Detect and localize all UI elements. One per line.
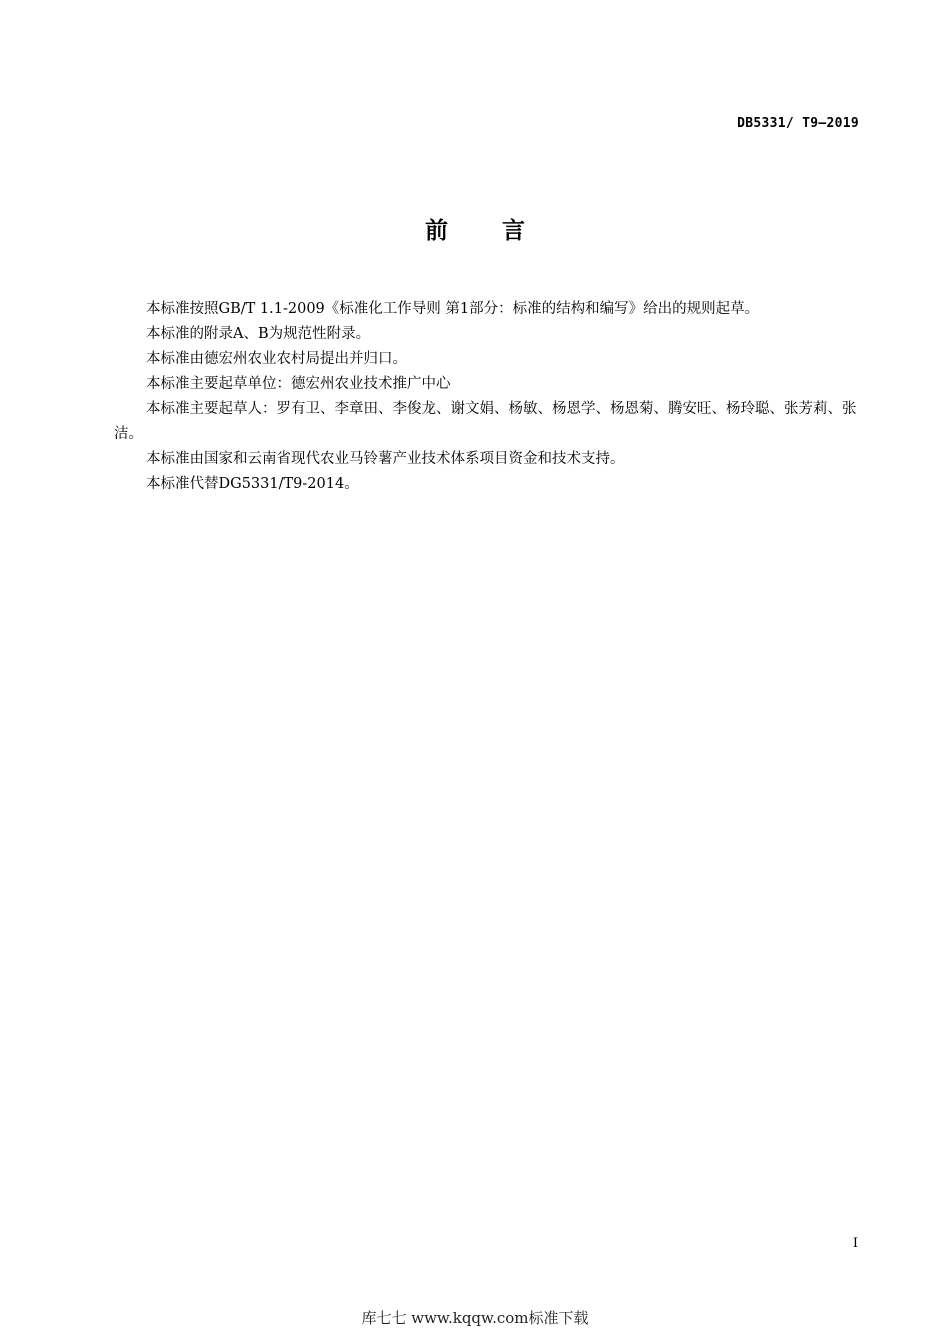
paragraph-funding: 本标准由国家和云南省现代农业马铃薯产业技术体系项目资金和技术支持。	[146, 451, 625, 467]
paragraph-replaces: 本标准代替DG5331/T9-2014。	[146, 476, 359, 492]
paragraph-drafting-unit: 本标准主要起草单位：德宏州农业技术推广中心	[146, 376, 451, 392]
paragraph-drafting-rules: 本标准按照GB/T 1.1-2009《标准化工作导则 第1部分：标准的结构和编写》给出的规则起草。	[146, 301, 760, 317]
page-title-char-1: 前	[425, 218, 448, 244]
page-number: I	[852, 1236, 858, 1251]
page-title	[0, 212, 950, 245]
page-title-char-2: 言	[502, 218, 525, 244]
paragraph-appendix: 本标准的附录A、B为规范性附录。	[146, 326, 371, 342]
footer-watermark: 库七七 www.kqqw.com标准下载	[361, 1309, 589, 1327]
paragraph-proposer: 本标准由德宏州农业农村局提出并归口。	[146, 351, 407, 367]
document-code: DB5331/ T9—2019	[737, 116, 859, 131]
foreword-body	[114, 297, 864, 497]
paragraph-drafters: 本标准主要起草人：罗有卫、李章田、李俊龙、谢文娟、杨敏、杨恩学、杨恩菊、腾安旺、杨玲聪、张芳莉、张洁。	[114, 401, 857, 442]
